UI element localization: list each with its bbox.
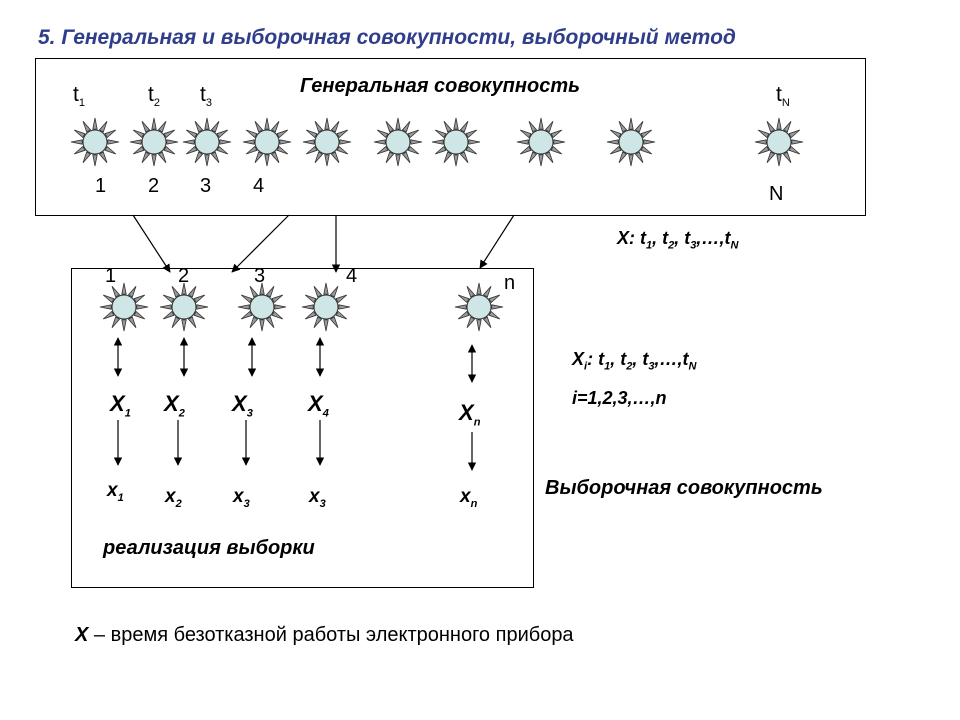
population-unit-icon-3 [183, 118, 231, 166]
random-var-X2: $X_2$ [164, 391, 185, 420]
population-unit-icon-2 [130, 118, 178, 166]
random-var-X3: $X_3$ [232, 391, 253, 420]
population-unit-icon-6 [374, 118, 422, 166]
pop-index-2: 2 [148, 175, 160, 197]
population-unit-icon-1 [71, 118, 119, 166]
sample-index-3: 3 [254, 265, 266, 287]
population-label: Генеральная совокупность [300, 75, 580, 97]
population-unit-icon-9 [607, 118, 655, 166]
sample-unit-icon-2 [160, 283, 208, 331]
sample-index-4: 4 [346, 265, 358, 287]
population-unit-icon-10 [755, 118, 803, 166]
realization-xn: $x_n$ [460, 486, 478, 510]
sample-unit-icon-4 [302, 283, 350, 331]
pop-index-N: N [769, 183, 784, 205]
formula-i-range: i=1,2,3,…,n [572, 388, 667, 408]
sample-index-n: n [504, 272, 516, 294]
sample-index-2: 2 [178, 265, 190, 287]
selection-arrow-2 [232, 215, 289, 272]
population-unit-icon-8 [517, 118, 565, 166]
selection-arrow-4 [480, 215, 514, 268]
sample-index-1: 1 [105, 265, 117, 287]
population-unit-icon-7 [432, 118, 480, 166]
pop-index-1: 1 [95, 175, 107, 197]
sample-unit-icon-3 [238, 283, 286, 331]
random-var-X1: $X_1$ [110, 391, 131, 420]
selection-arrow-1 [133, 215, 170, 272]
pop-t-label-N: $t_N$ [776, 83, 790, 110]
realization-label: реализация выборки [103, 537, 315, 559]
slide-title: 5. Генеральная и выборочная совокупности, выборочный метод [38, 26, 736, 49]
sample-unit-icon-1 [100, 283, 148, 331]
random-var-X4: $X_4$ [308, 391, 329, 420]
realization-x3: $x_3$ [233, 486, 250, 510]
realization-x1: $x_1$ [107, 480, 124, 504]
sample-unit-icon-5 [455, 283, 503, 331]
sample-label: Выборочная совокупность [545, 477, 823, 499]
pop-t-label-2: $t_2$ [148, 83, 160, 110]
pop-t-label-3: $t_3$ [200, 83, 212, 110]
population-unit-icon-5 [303, 118, 351, 166]
realization-x2: $x_2$ [165, 486, 182, 510]
footer-note: X – время безотказной работы электронного прибора [75, 624, 574, 646]
pop-index-4: 4 [253, 175, 265, 197]
formula-xi-definition: $X_i$: $t_1$, $t_2$, $t_3,\dots,t_N$ [572, 349, 697, 373]
formula-x-definition: X: $t_1$, $t_2$, $t_3,\dots,t_N$ [617, 228, 739, 252]
pop-index-3: 3 [200, 175, 212, 197]
population-unit-icon-4 [243, 118, 291, 166]
random-var-Xn: $X_n$ [459, 400, 481, 429]
realization-x4: $x_3$ [309, 486, 326, 510]
pop-t-label-1: $t_1$ [73, 83, 85, 110]
